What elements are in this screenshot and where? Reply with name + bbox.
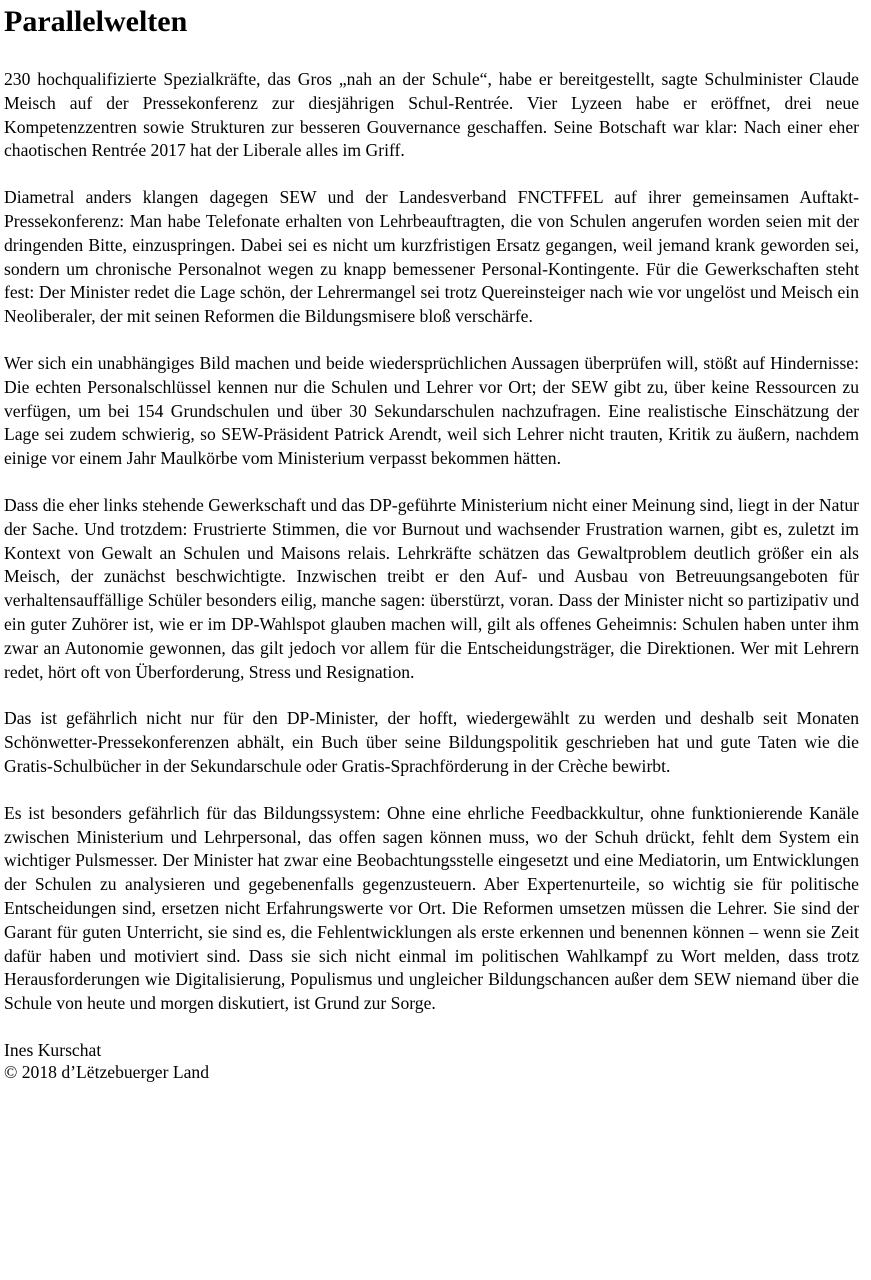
article-page xyxy=(4,0,859,1084)
article-paragraph-5: Das ist gefährlich nicht nur für den DP-Minister, der hofft, wiedergewählt zu werden und deshalb seit Monaten Schönwetter-Pressekonferenzen abhält, ein Buch über seine Bildungspolitik geschrieben hat und gute Taten wie die Gratis-Schulbücher in der Sekundarschule oder Gratis-Sprachförderung in der Crèche bewirbt. xyxy=(4,708,859,776)
article-body xyxy=(4,68,859,1016)
article-paragraph-4: Dass die eher links stehende Gewerkschaft und das DP-geführte Ministerium nicht einer Meinung sind, liegt in der Natur der Sache. Und trotzdem: Frustrierte Stimmen, die vor Burnout und wachsender Frustration warnen, gibt es, zuletzt im Kontext von Gewalt an Schulen und Maisons relais. Lehrkräfte schätzen das Gewaltproblem deutlich größer ein als Meisch, der zunächst beschwichtigte. Inzwischen treibt er den Auf- und Ausbau von Betreuungsangeboten für verhaltensauffällige Schüler besonders eilig, manche sagen: überstürzt, voran. Dass der Minister nicht so partizipativ und ein guter Zuhörer ist, wie er im DP-Wahlspot glauben machen will, gilt als offenes Geheimnis: Schulen haben unter ihm zwar an Autonomie gewonnen, das gilt jedoch vor allem für die Entscheidungsträger, die Direktionen. Wer mit Lehrern redet, hört oft von Überforderung, Stress und Resignation. xyxy=(4,494,859,682)
article-paragraph-6: Es ist besonders gefährlich für das Bildungssystem: Ohne eine ehrliche Feedbackkultur, ohne funktionierende Kanäle zwischen Ministerium und Lehrpersonal, das offen sagen können muss, wo der Schuh drückt, fehlt dem System ein wichtiger Pulsmesser. Der Minister hat zwar eine Beobachtungsstelle eingesetzt und eine Mediatorin, um Entwicklungen der Schulen zu analysieren und gegebenenfalls gegenzusteuern. Aber Expertenurteile, so wichtig sie für politische Entscheidungen sind, ersetzen nicht Erfahrungswerte vor Ort. Die Reformen umsetzen müssen die Lehrer. Sie sind der Garant für guten Unterricht, sie sind es, die Fehlentwicklungen als erste erkennen und benennen können – wenn sie Zeit dafür haben und motiviert sind. Dass sie sich nicht einmal im politischen Wahlkampf zu Wort melden, dass trotz Herausforderungen wie Digitalisierung, Populismus und ungleicher Bildungschancen außer dem SEW niemand über die Schule von heute und morgen diskutiert, ist Grund zur Sorge. xyxy=(4,802,859,1014)
article-paragraph-3: Wer sich ein unabhängiges Bild machen und beide wiedersprüchlichen Aussagen überprüfen will, stößt auf Hindernisse: Die echten Personalschlüssel kennen nur die Schulen und Lehrer vor Ort; der SEW gibt zu, über keine Ressourcen zu verfügen, um bei 154 Grundschulen und über 30 Sekundarschulen nachzufragen. Eine realistische Einschätzung der Lage sei zudem schwierig, so SEW-Präsident Patrick Arendt, weil sich Lehrer nicht trauten, Kritik zu äußern, nachdem einige vor einem Jahr Maulkörbe vom Ministerium verpasst bekommen hätten. xyxy=(4,352,859,469)
article-title: Parallelwelten xyxy=(4,5,188,38)
author-name: Ines Kurschat xyxy=(4,1039,102,1060)
signature-block xyxy=(4,1039,859,1084)
copyright-notice: © 2018 d’Lëtzebuerger Land xyxy=(4,1062,210,1083)
article-paragraph-2: Diametral anders klangen dagegen SEW und der Landesverband FNCTFFEL auf ihrer gemeinsamen Auftakt-Pressekonferenz: Man habe Telefonate erhalten von Lehrbeauftragten, die von Schulen angerufen worden seien mit der dringenden Bitte, einzuspringen. Dabei sei es nicht um kurzfristigen Ersatz gegangen, weil jemand krank geworden sei, sondern um chronische Personalnot wegen zu knapp bemessener Personal-Kontingente. Für die Gewerkschaften steht fest: Der Minister redet die Lage schön, der Lehrermangel sei trotz Quereinsteiger nach wie vor ungelöst und Meisch ein Neoliberaler, der mit seinen Reformen die Bildungsmisere bloß verschärfe. xyxy=(4,187,859,327)
article-paragraph-1: 230 hochqualifizierte Spezialkräfte, das Gros „nah an der Schule“, habe er bereitgestellt, sagte Schulminister Claude Meisch auf der Pressekonferenz zur diesjährigen Schul-Rentrée. Vier Lyzeen habe er eröffnet, drei neue Kompetenzzentren sowie Strukturen zur besseren Gouvernance geschaffen. Seine Botschaft war klar: Nach einer eher chaotischen Rentrée 2017 hat der Liberale alles im Griff. xyxy=(4,69,859,161)
